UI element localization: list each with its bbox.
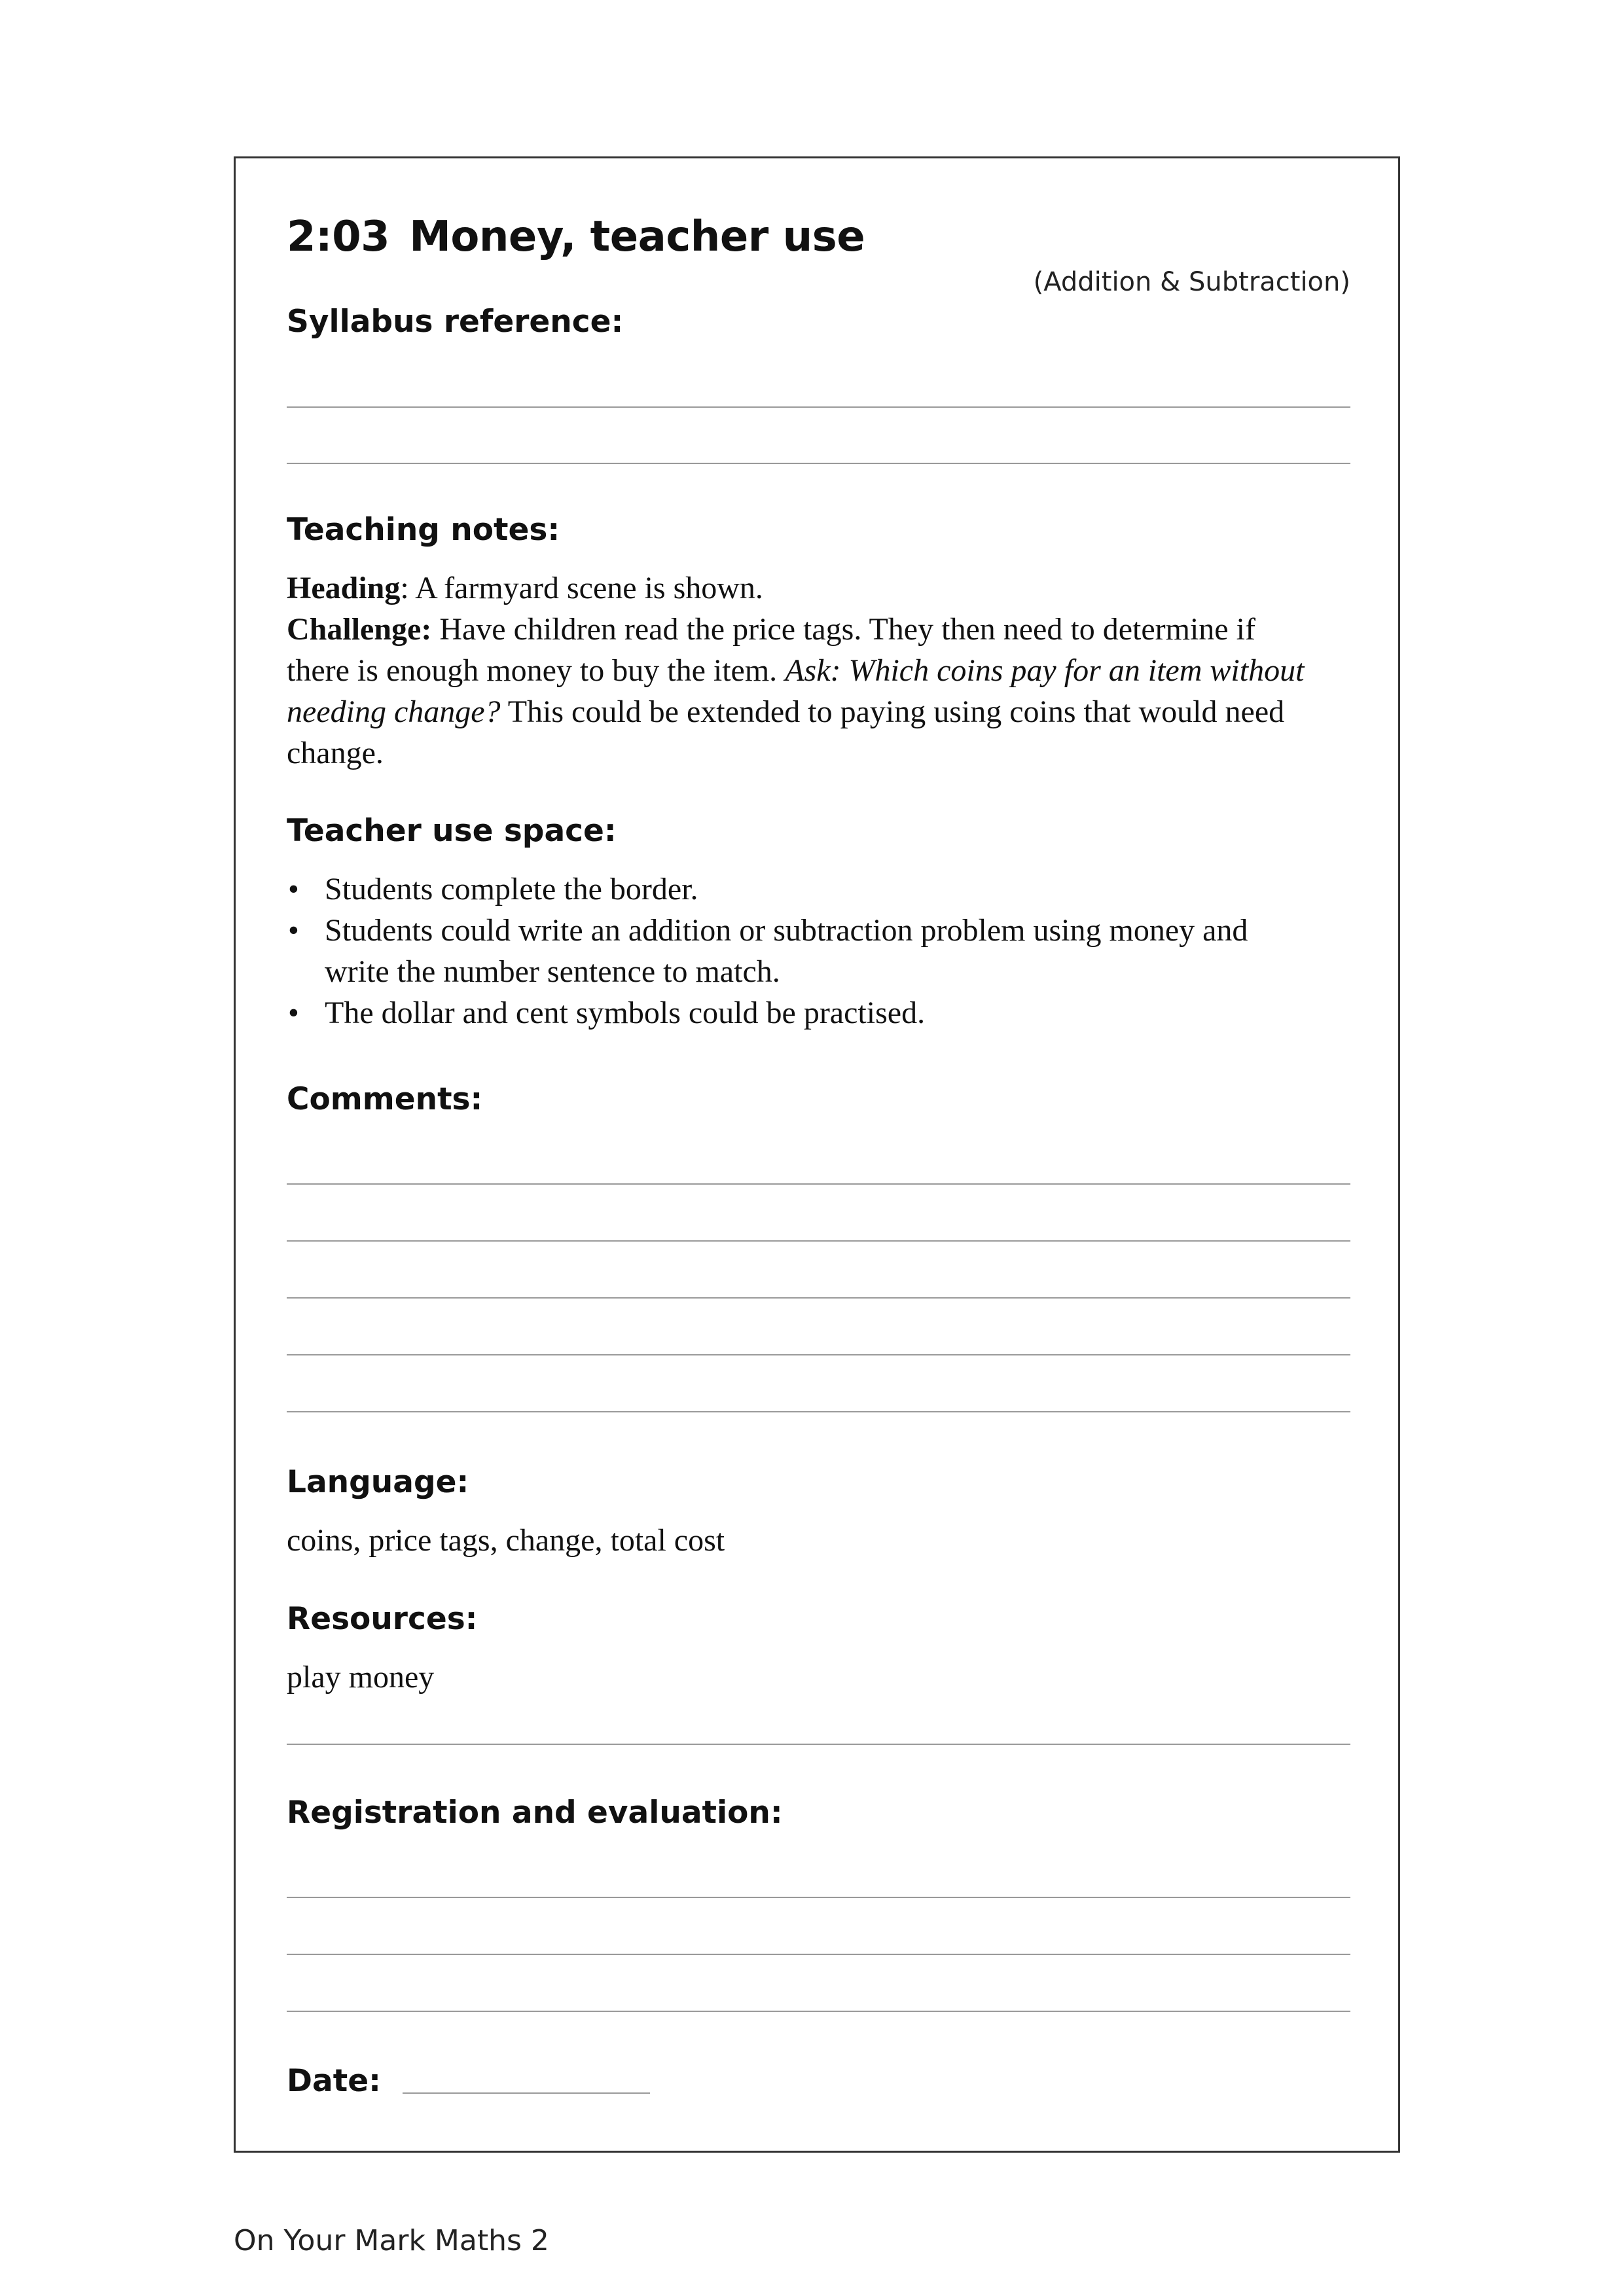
page-frame bbox=[234, 156, 1400, 2153]
registration-line-1[interactable] bbox=[287, 1897, 1350, 1898]
registration-heading: Registration and evaluation: bbox=[287, 1795, 783, 1831]
challenge-label: Challenge: bbox=[287, 612, 432, 647]
activity-number: 2:03 bbox=[287, 213, 390, 261]
comments-line-3[interactable] bbox=[287, 1297, 1350, 1299]
registration-line-3[interactable] bbox=[287, 2011, 1350, 2012]
resources-line[interactable] bbox=[287, 1744, 1350, 1745]
syllabus-line-2[interactable] bbox=[287, 463, 1350, 464]
language-heading: Language: bbox=[287, 1464, 469, 1500]
resources-heading: Resources: bbox=[287, 1601, 478, 1637]
language-text: coins, price tags, change, total cost bbox=[287, 1523, 725, 1558]
comments-line-5[interactable] bbox=[287, 1411, 1350, 1412]
comments-line-2[interactable] bbox=[287, 1240, 1350, 1242]
resources-text: play money bbox=[287, 1660, 435, 1695]
footer-text: On Your Mark Maths 2 bbox=[234, 2224, 549, 2257]
strand-label: (Addition & Subtraction) bbox=[1033, 267, 1350, 297]
challenge-text-1: Have children read the price tags. They then need to determine if there is enough money to buy the item. bbox=[287, 612, 1255, 688]
teaching-notes-heading: Teaching notes: bbox=[287, 512, 560, 548]
challenge-text-2: This could be extended to paying using coins that would need change. bbox=[287, 694, 1285, 770]
syllabus-line-1[interactable] bbox=[287, 406, 1350, 408]
teacher-use-heading: Teacher use space: bbox=[287, 813, 617, 849]
page-title bbox=[287, 211, 865, 263]
heading-note-text: : A farmyard scene is shown. bbox=[400, 571, 763, 605]
comments-line-4[interactable] bbox=[287, 1354, 1350, 1355]
comments-line-1[interactable] bbox=[287, 1183, 1350, 1185]
teacher-use-list bbox=[287, 869, 1269, 1033]
activity-title: Money, teacher use bbox=[409, 213, 865, 261]
registration-line-2[interactable] bbox=[287, 1954, 1350, 1955]
heading-note-label: Heading bbox=[287, 571, 401, 605]
challenge-question: Ask: Which coins pay for an item without needing change? bbox=[287, 653, 1305, 729]
syllabus-heading: Syllabus reference: bbox=[287, 304, 624, 340]
list-item: • Students could write an addition or subtraction problem using money and write the number sentence to match. bbox=[287, 910, 1269, 992]
date-label: Date: bbox=[287, 2063, 381, 2099]
challenge-note bbox=[287, 609, 1308, 774]
list-item: • Students complete the border. bbox=[287, 869, 1269, 910]
list-item: • The dollar and cent symbols could be practised. bbox=[287, 992, 1269, 1033]
comments-heading: Comments: bbox=[287, 1081, 483, 1117]
teaching-notes-body bbox=[287, 567, 1308, 774]
date-field-line[interactable] bbox=[403, 2092, 650, 2094]
heading-note bbox=[287, 567, 1308, 609]
